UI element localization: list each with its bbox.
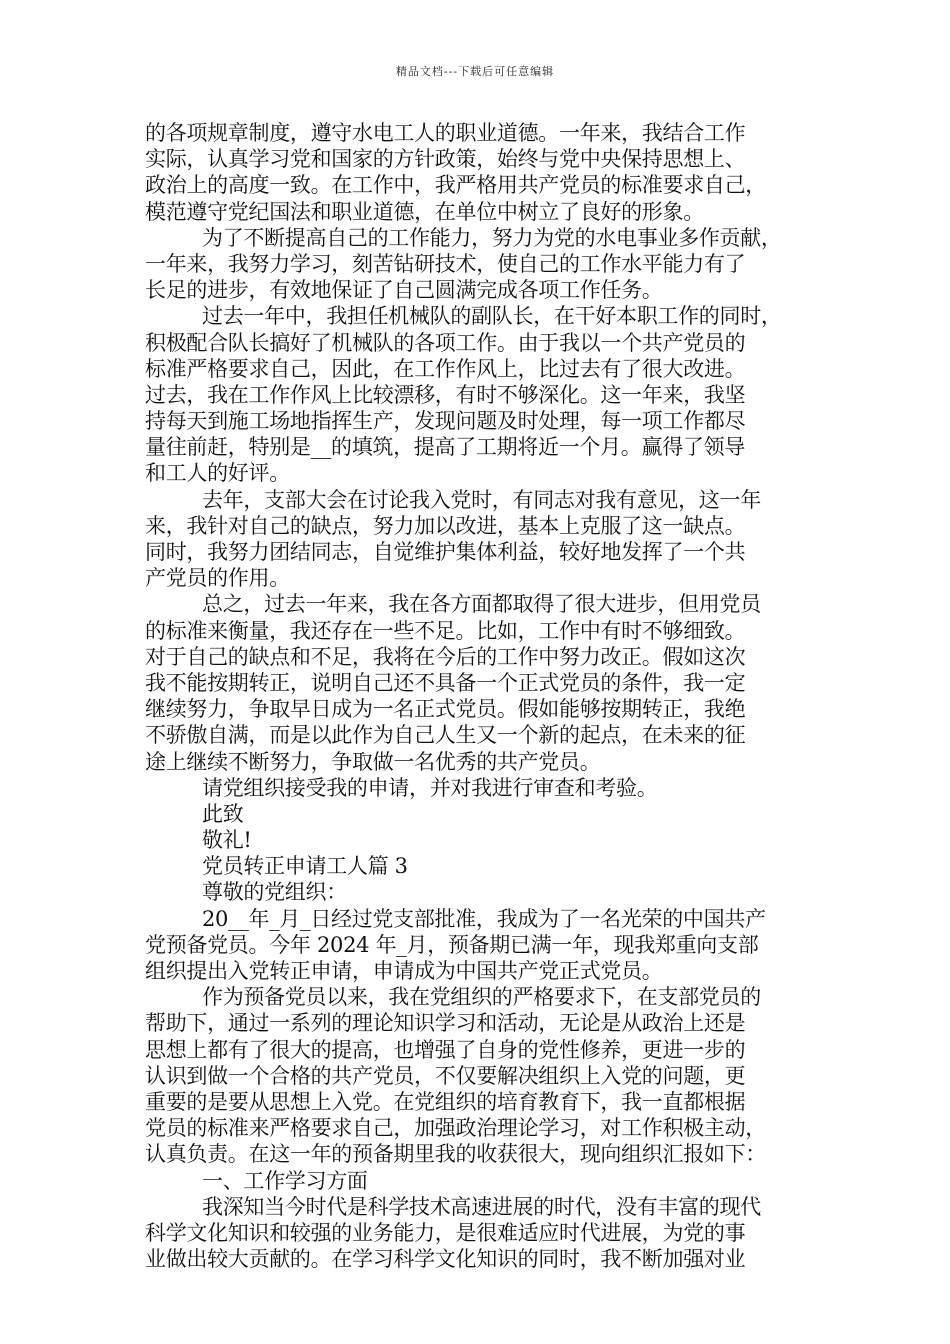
text-line: 途上继续不断努力，争取做一名优秀的共产党员。 [145, 749, 601, 774]
text-line: 我深知当今时代是科学技术高速进展的时代，没有丰富的现代 [202, 1194, 761, 1219]
text-line: 作为预备党员以来，我在党组织的严格要求下，在支部党员的 [202, 985, 761, 1010]
text-line: 重要的是要从思想上入党。在党组织的培育教育下，我一直都根据 [145, 1089, 746, 1114]
text-line: 思想上都有了很大的提高，也增强了自身的党性修养，更进一步的 [145, 1037, 746, 1062]
text-line: 帮助下，通过一系列的理论知识学习和活动，无论是从政治上还是 [145, 1011, 746, 1036]
text-line: 量往前赶，特别是__的填筑，提高了工期将近一个月。赢得了领导 [145, 435, 745, 460]
text-line: 持每天到施工场地指挥生产，发现问题及时处理，每一项工作都尽 [145, 409, 746, 434]
text-line: 党员转正申请工人篇 3 [202, 854, 408, 879]
text-line: 去年，支部大会在讨论我入党时，有同志对我有意见，这一年 [202, 487, 761, 512]
text-line: 科学文化知识和较强的业务能力，是很难适应时代进展，为党的事 [145, 1220, 746, 1245]
text-line: 认识到做一个合格的共产党员，不仅要解决组织上入党的问题，更 [145, 1063, 746, 1088]
page-header: 精品文档---下载后可任意编辑 [395, 65, 555, 78]
text-line: 党员的标准来严格要求自己，加强政治理论学习，对工作积极主动， [145, 1116, 766, 1141]
text-line: 业做出较大贡献的。在学习科学文化知识的同时，我不断加强对业 [145, 1247, 746, 1272]
text-line: 继续努力，争取早日成为一名正式党员。假如能够按期转正，我绝 [145, 697, 746, 722]
text-line: 20__年_月_日经过党支部批准，我成为了一名光荣的中国共产 [202, 906, 766, 931]
text-line: 的标准来衡量，我还存在一些不足。比如，工作中有时不够细致。 [145, 618, 746, 643]
text-line: 尊敬的党组织： [202, 880, 347, 905]
text-line: 长足的进步，有效地保证了自己圆满完成各项工作任务。 [145, 278, 663, 303]
text-line: 标准严格要求自己，因此，在工作作风上，比过去有了很大改进。 [145, 356, 746, 381]
text-line: 为了不断提高自己的工作能力，努力为党的水电事业多作贡献， [202, 225, 782, 250]
text-line: 组织提出入党转正申请，申请成为中国共产党正式党员。 [145, 959, 663, 983]
text-line: 党预备党员。今年 2024 年_月，预备期已满一年，现我郑重向支部 [145, 932, 759, 957]
text-line: 对于自己的缺点和不足，我将在今后的工作中努力改正。假如这次 [145, 644, 746, 669]
text-line: 敬礼! [202, 828, 252, 853]
document-body [145, 120, 815, 1272]
text-line: 产党员的作用。 [145, 566, 290, 591]
text-line: 请党组织接受我的申请，并对我进行审查和考验。 [202, 775, 658, 800]
text-line: 政治上的高度一致。在工作中，我严格用共产党员的标准要求自己， [145, 173, 766, 198]
text-line: 实际，认真学习党和国家的方针政策，始终与党中央保持思想上、 [145, 147, 746, 172]
text-line: 此致 [202, 801, 244, 826]
text-line: 的各项规章制度，遵守水电工人的职业道德。一年来，我结合工作 [145, 121, 746, 145]
text-line: 和工人的好评。 [145, 461, 290, 486]
text-line: 来，我针对自己的缺点，努力加以改进，基本上克服了这一缺点。 [145, 513, 746, 538]
text-line: 积极配合队长搞好了机械队的各项工作。由于我以一个共产党员的 [145, 330, 746, 355]
text-line: 同时，我努力团结同志，自觉维护集体利益，较好地发挥了一个共 [145, 540, 746, 564]
text-line: 我不能按期转正，说明自己还不具备一个正式党员的条件，我一定 [145, 670, 746, 695]
text-line: 一、工作学习方面 [202, 1168, 368, 1193]
text-line: 总之，过去一年来，我在各方面都取得了很大进步，但用党员 [202, 592, 761, 617]
text-line: 模范遵守党纪国法和职业道德，在单位中树立了良好的形象。 [145, 199, 704, 224]
text-line: 过去，我在工作作风上比较漂移，有时不够深化。这一年来，我坚 [145, 382, 746, 407]
text-line: 不骄傲自满，而是以此作为自己人生又一个新的起点，在未来的征 [145, 723, 746, 748]
text-line: 认真负责。在这一年的预备期里我的收获很大，现向组织汇报如下： [145, 1142, 766, 1167]
text-line: 过去一年中，我担任机械队的副队长，在干好本职工作的同时， [202, 304, 782, 329]
text-line: 一年来，我努力学习，刻苦钻研技术，使自己的工作水平能力有了 [145, 251, 746, 276]
